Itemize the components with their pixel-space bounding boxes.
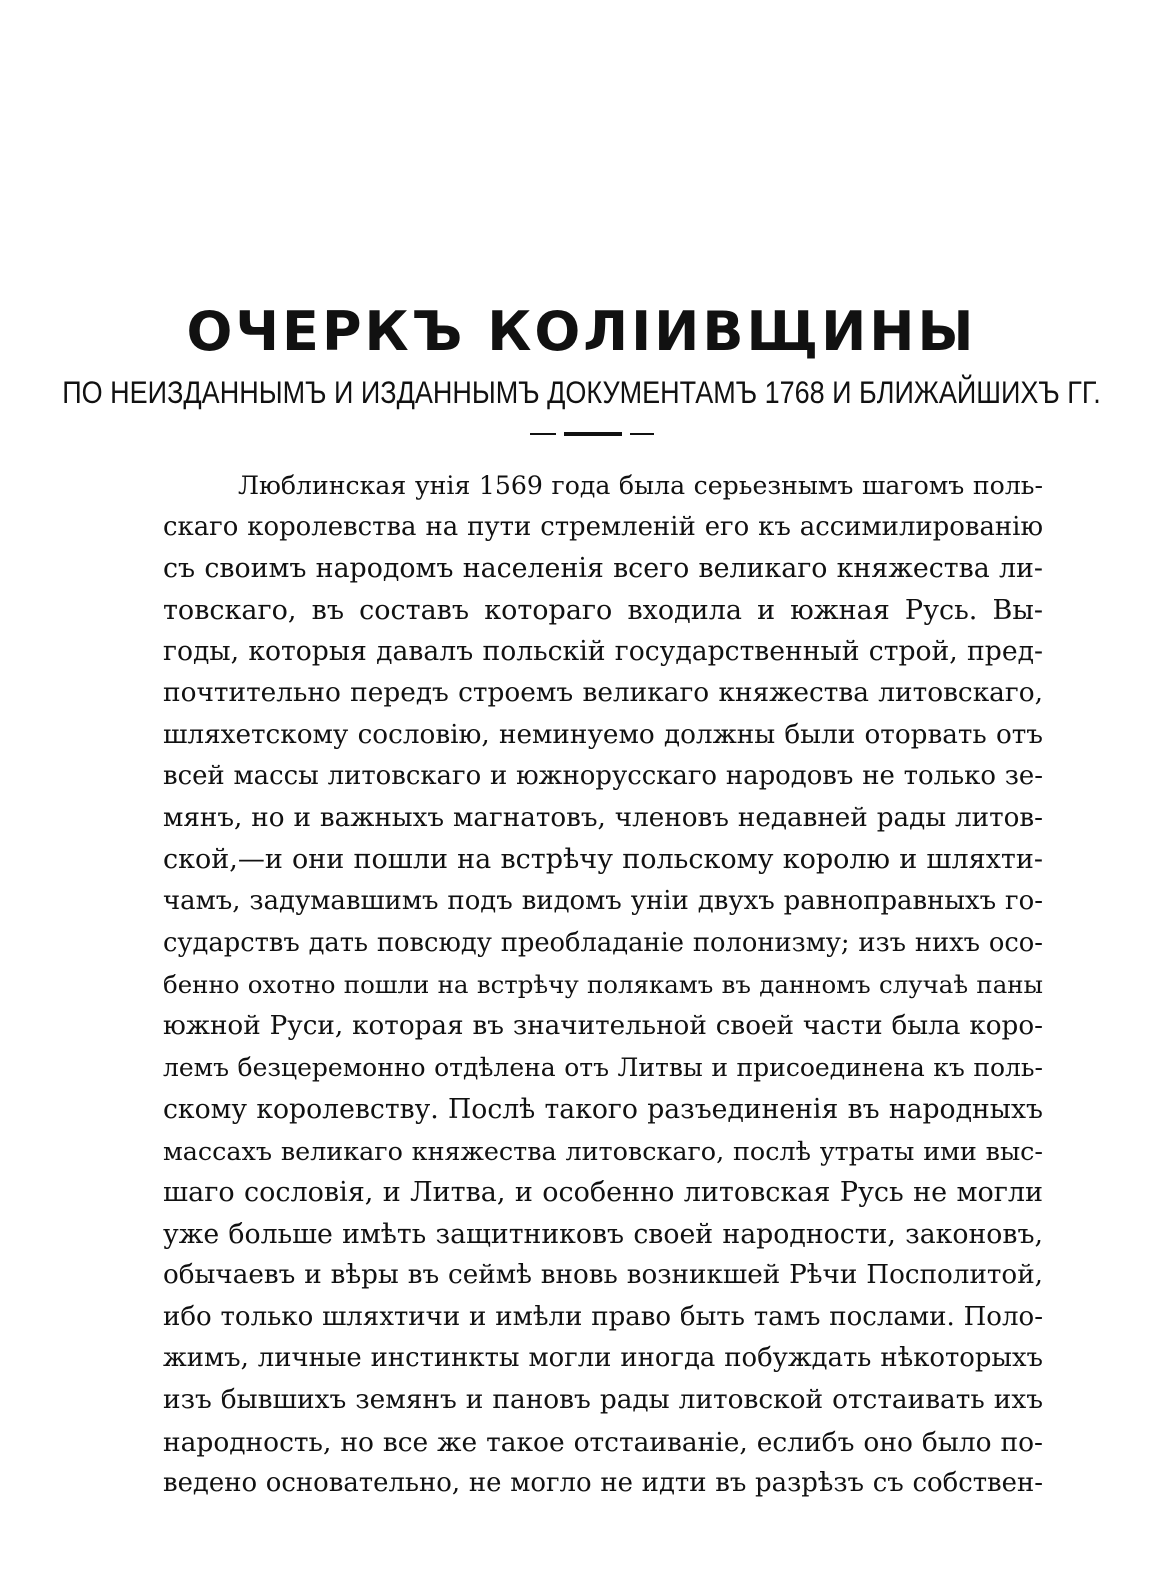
divider-segment-right [630, 433, 654, 435]
text-line: чамъ, задумавшимъ подъ видомъ уніи двухъ равноправныхъ го- [163, 885, 1043, 916]
text-line: Люблинская унія 1569 года была серьезнымъ шагомъ поль- [238, 471, 1043, 500]
text-line: сударствъ дать повсюду преобладаніе полонизму; изъ нихъ осо- [163, 927, 1043, 958]
text-line: массахъ великаго княжества литовскаго, послѣ утраты ими выс- [163, 1135, 1043, 1166]
text-line: мянъ, но и важныхъ магнатовъ, членовъ недавней рады литов- [163, 802, 1043, 833]
text-line: уже больше имѣть защитниковъ своей народности, законовъ, [163, 1218, 1043, 1250]
text-line: изъ бывшихъ земянъ и пановъ рады литовской отстаивать ихъ [163, 1385, 1043, 1416]
text-line: шляхетскому сословію, неминуемо должны были оторвать отъ [163, 719, 1043, 750]
text-line: ской,—и они пошли на встрѣчу польскому королю и шляхти- [163, 844, 1043, 876]
text-line: всей массы литовскаго и южнорусскаго народовъ не только зе- [163, 761, 1043, 792]
divider-segment-left [530, 433, 556, 435]
text-line: южной Руси, которая въ значительной своей части была коро- [163, 1010, 1043, 1041]
text-line: ибо только шляхтичи и имѣли право быть тамъ послами. Поло- [163, 1301, 1043, 1332]
text-line: бенно охотно пошли на встрѣчу полякамъ въ данномъ случаѣ паны [163, 970, 1043, 1000]
text-line: народность, но все же такое отстаиваніе, еслибъ оно было по- [163, 1426, 1043, 1458]
page-subtitle: ПО НЕИЗДАННЫМЪ И ИЗДАННЫМЪ ДОКУМЕНТАМЪ 1768 И БЛИЖАЙШИХЪ ГГ. [62, 375, 1101, 410]
body-paragraph [163, 465, 1043, 1505]
text-line: обычаевъ и вѣры въ сеймѣ вновь возникшей Рѣчи Посполитой, [163, 1260, 1043, 1291]
text-line: товскаго, въ составъ котораго входила и южная Русь. Вы- [163, 594, 1043, 626]
text-line: скому королевству. Послѣ такого разъединенія въ народныхъ [163, 1093, 1043, 1125]
text-line: скаго королевства на пути стремленій его къ ассимилированію [163, 511, 1043, 542]
text-line: шаго сословія, и Литва, и особенно литовская Русь не могли [163, 1177, 1043, 1209]
text-line: ведено основательно, не могло не идти въ разрѣзъ съ собствен- [163, 1468, 1043, 1499]
text-line: почтительно передъ строемъ великаго княжества литовскаго, [163, 677, 1043, 708]
title-divider [530, 433, 654, 436]
text-line: жимъ, личные инстинкты могли иногда побуждать нѣкоторыхъ [163, 1343, 1043, 1374]
divider-segment-center [564, 432, 622, 436]
text-line: лемъ безцеремонно отдѣлена отъ Литвы и присоединена къ поль- [163, 1053, 1043, 1083]
text-line: съ своимъ народомъ населенія всего великаго княжества ли- [163, 553, 1043, 585]
text-line: годы, которыя давалъ польскій государственный строй, пред- [163, 636, 1043, 668]
page-title: ОЧЕРКЪ КОЛIИВЩИНЫ [186, 300, 977, 363]
